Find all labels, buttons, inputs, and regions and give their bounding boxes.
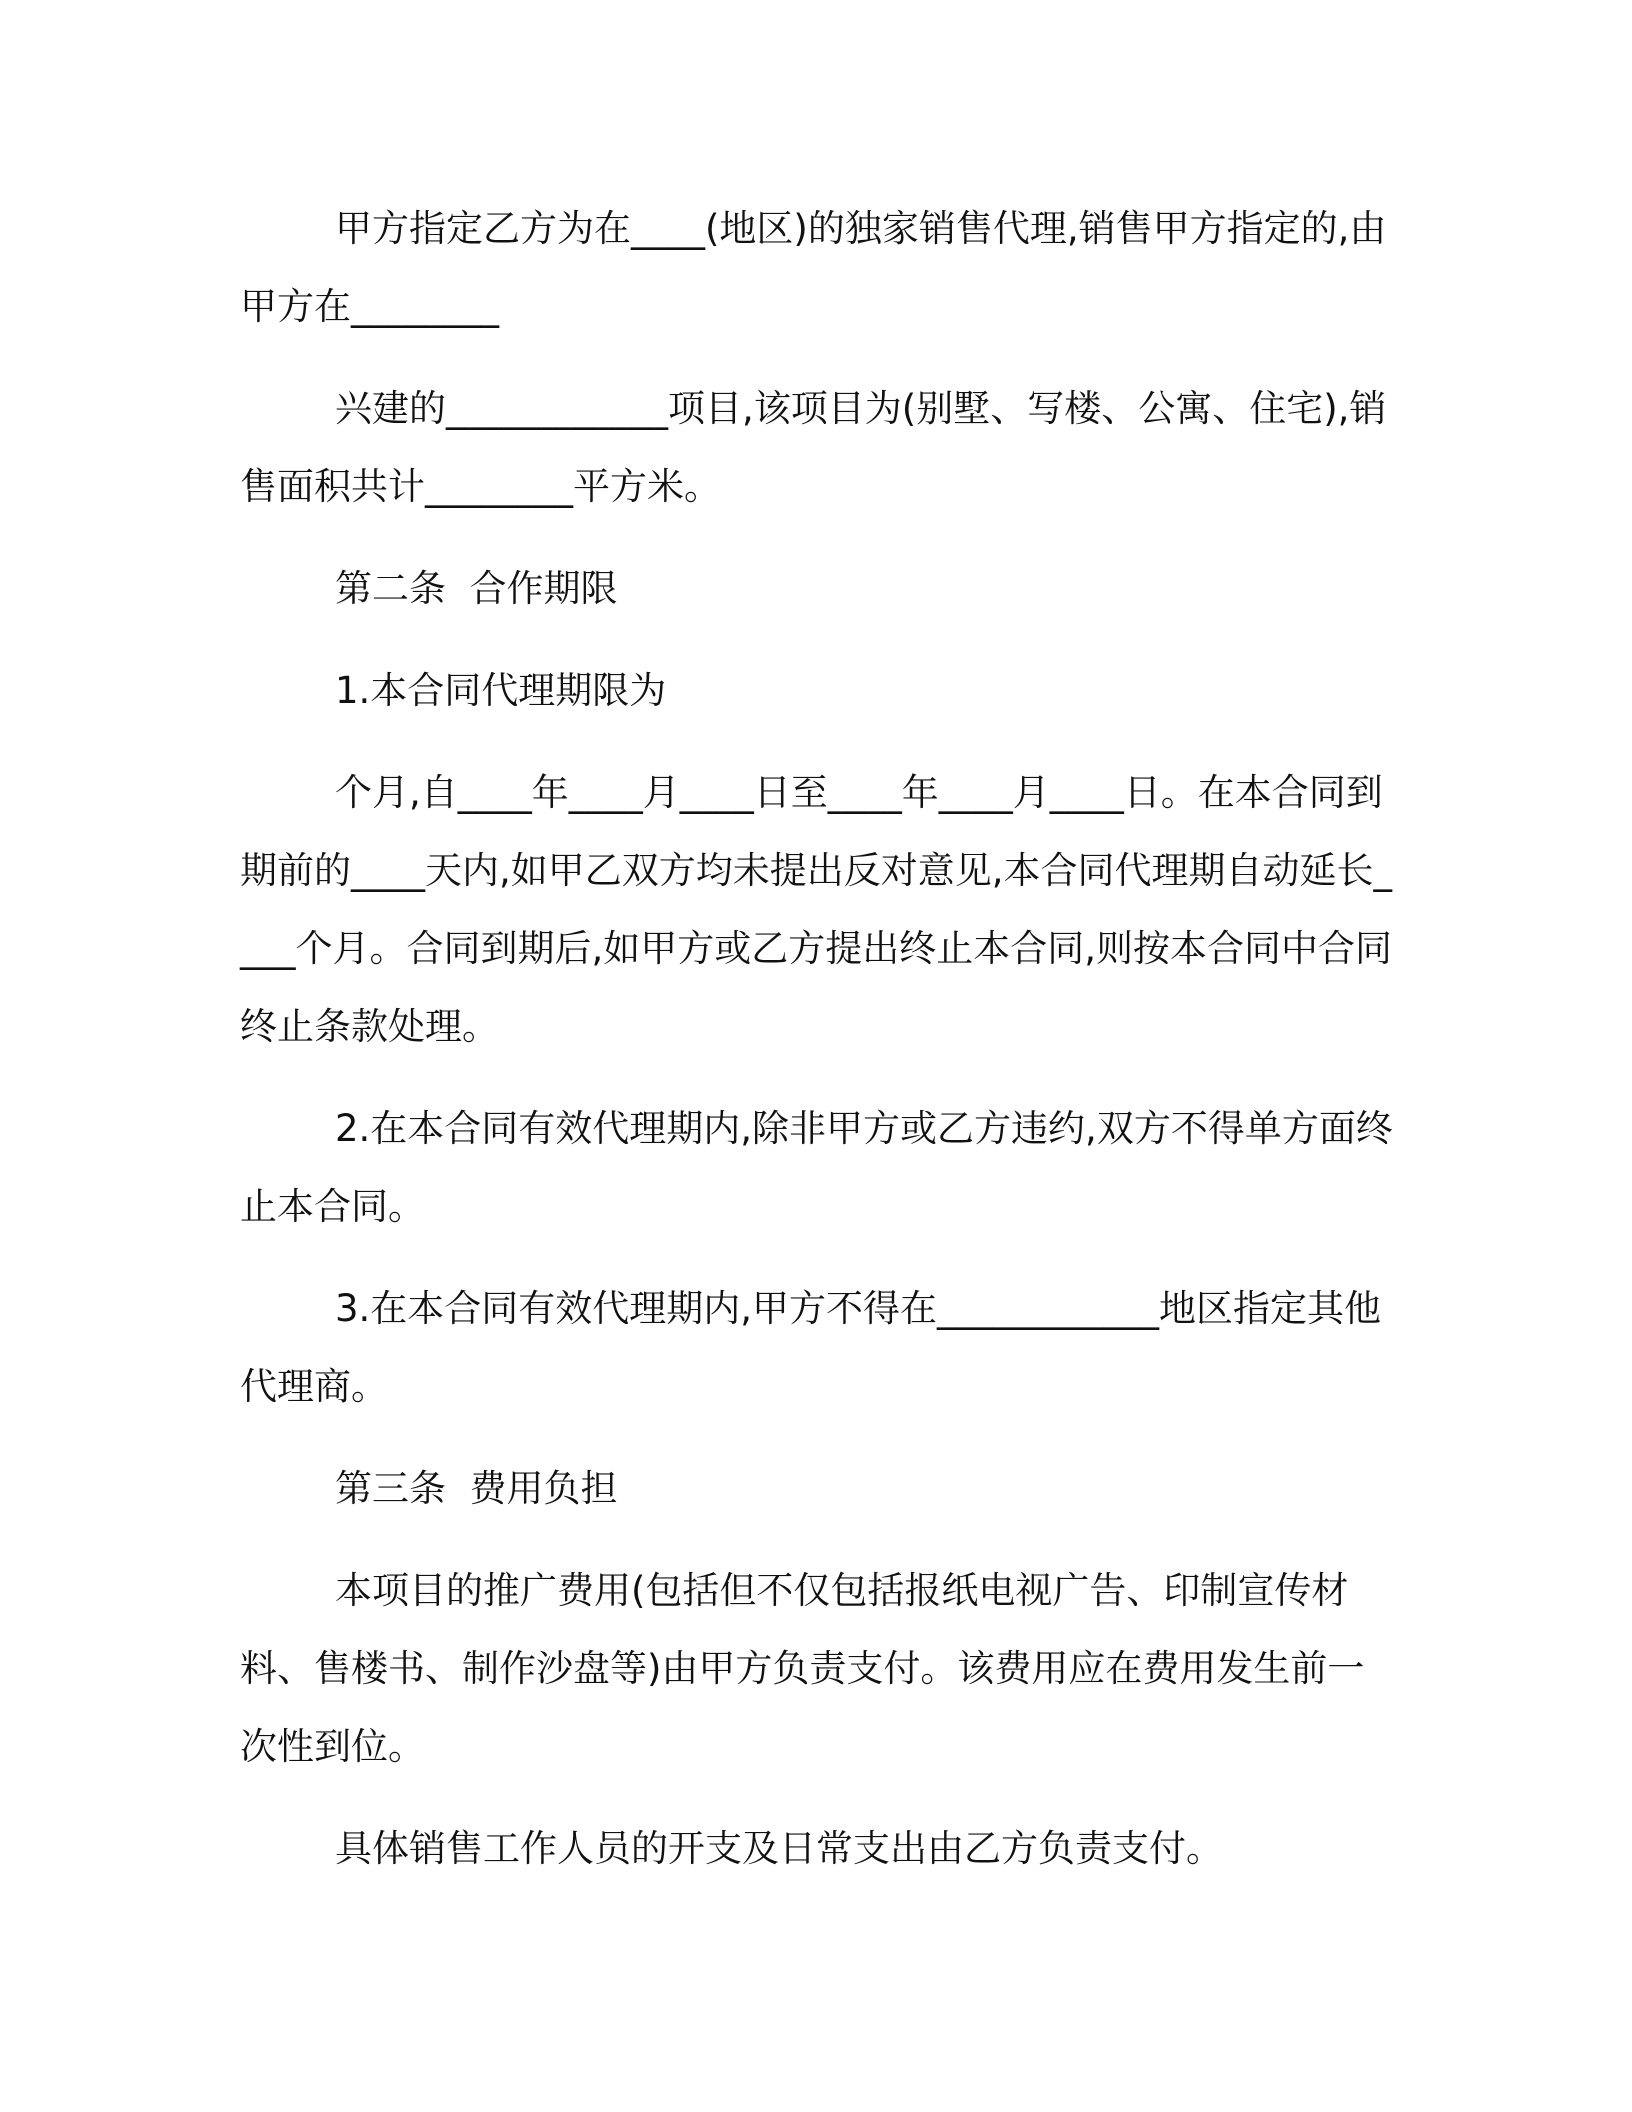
paragraph-staff-costs: 具体销售工作人员的开支及日常支出由乙方负责支付。	[335, 1827, 1223, 1870]
document-body	[240, 190, 1400, 1888]
paragraph-term-dates: 个月,自____年____月____日至____年____月____日。在本合同到期前的____天内,如甲乙双方均未提出反对意见,本合同代理期自动延长____个月。合同到期后,如甲方或乙方提出终止本合同,则按本合同中合同终止条款处理。	[240, 771, 1393, 1048]
paragraph-promotion-costs: 本项目的推广费用(包括但不仅包括报纸电视广告、印制宣传材料、售楼书、制作沙盘等)由甲方负责支付。该费用应在费用发生前一次性到位。	[240, 1569, 1365, 1768]
paragraph-project-details: 兴建的____________项目,该项目为(别墅、写楼、公寓、住宅),销售面积共计________平方米。	[240, 387, 1387, 508]
paragraph-term-1: 1.本合同代理期限为	[335, 669, 667, 712]
paragraph-term-3: 3.在本合同有效代理期内,甲方不得在____________地区指定其他代理商。	[240, 1287, 1382, 1408]
section-heading-costs: 第三条 费用负担	[335, 1467, 618, 1510]
paragraph-term-2: 2.在本合同有效代理期内,除非甲方或乙方违约,双方不得单方面终止本合同。	[240, 1107, 1393, 1228]
paragraph-exclusive-agent: 甲方指定乙方为在____(地区)的独家销售代理,销售甲方指定的,由甲方在________	[240, 207, 1387, 328]
section-heading-term: 第二条 合作期限	[335, 567, 618, 610]
